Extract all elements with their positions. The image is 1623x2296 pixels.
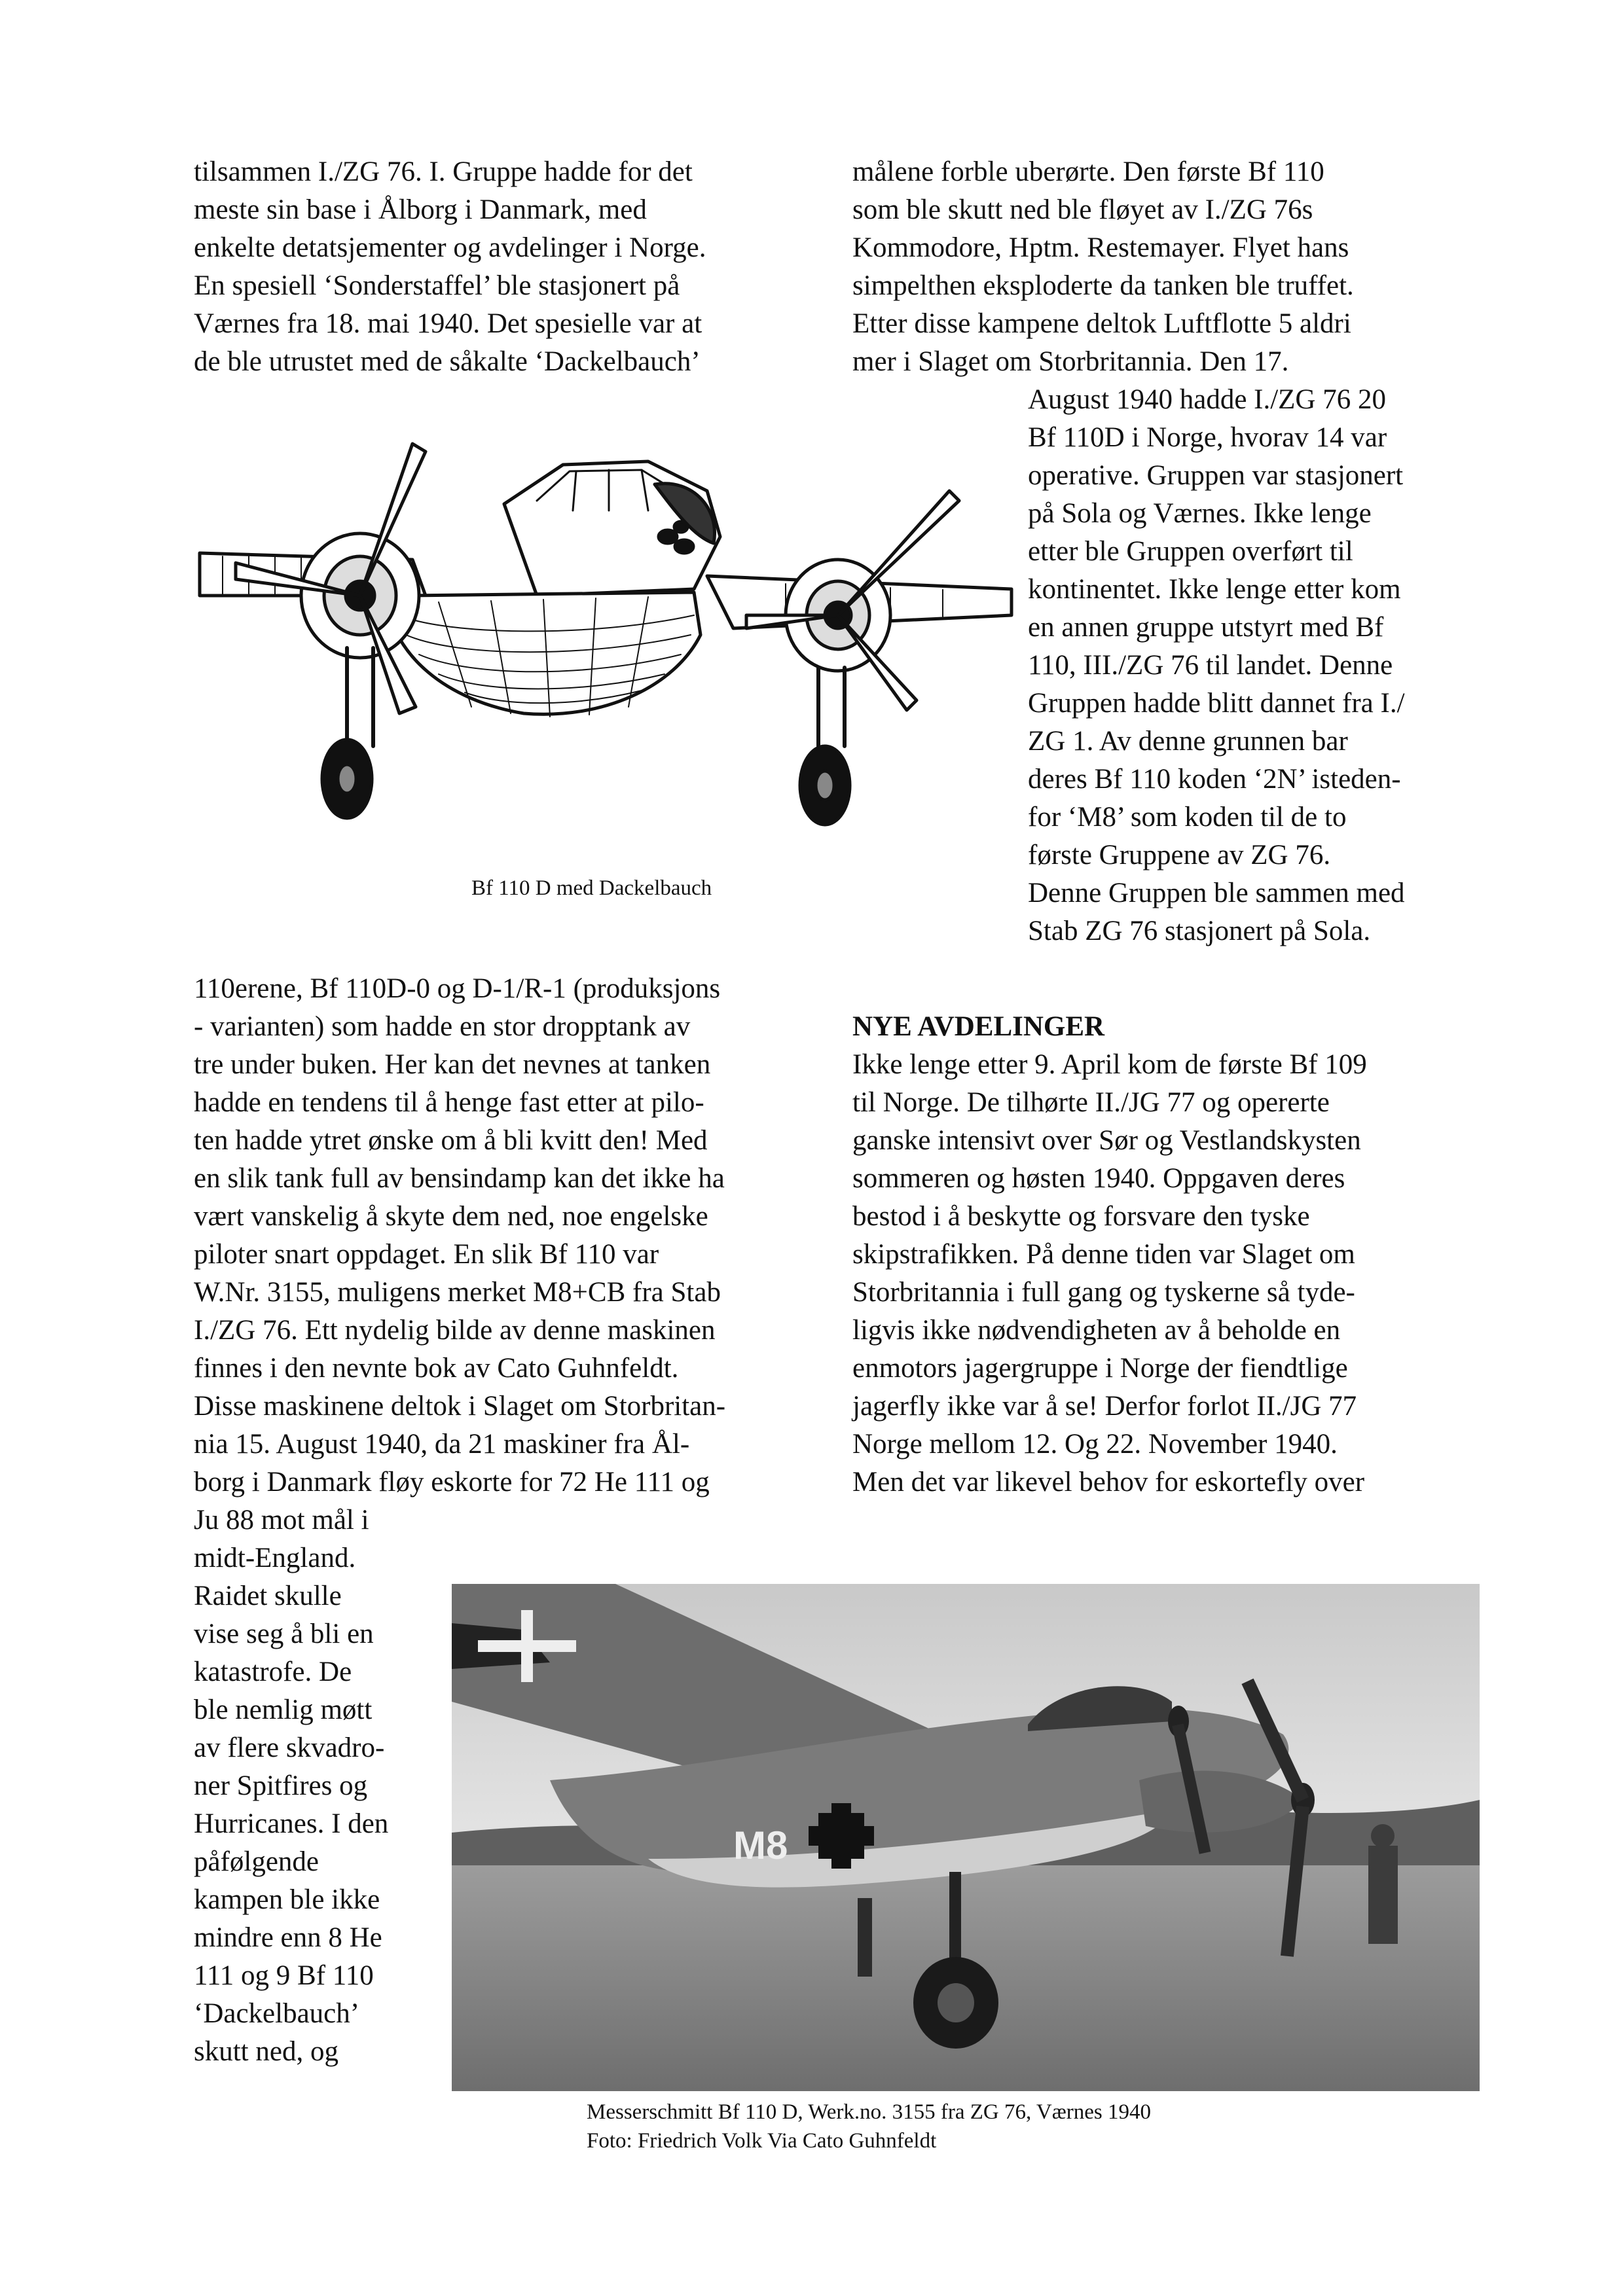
text-line: Hurricanes. I den (194, 1808, 389, 1839)
text-line: skipstrafikken. På denne tiden var Slaget om (852, 1239, 1355, 1270)
text-line: midt-England. (194, 1543, 356, 1573)
text-line: en slik tank full av bensindamp kan det ikke ha (194, 1163, 725, 1194)
text-line: Stab ZG 76 stasjonert på Sola. (1028, 916, 1371, 946)
drawing-caption: Bf 110 D med Dackelbauch (471, 876, 712, 900)
text-line: ble nemlig møtt (194, 1695, 373, 1725)
text-line: hadde en tendens til å henge fast etter at pilo- (194, 1087, 704, 1118)
text-line: bestod i å beskytte og forsvare den tyske (852, 1201, 1310, 1232)
text-line: simpelthen eksploderte da tanken ble truffet. (852, 270, 1354, 301)
text-line: meste sin base i Ålborg i Danmark, med (194, 194, 647, 225)
text-line: ten hadde ytret ønske om å bli kvitt den! Med (194, 1125, 708, 1156)
text-line: borg i Danmark fløy eskorte for 72 He 111 og (194, 1467, 710, 1498)
text-line: Ju 88 mot mål i (194, 1505, 369, 1535)
text-line: vært vanskelig å skyte dem ned, noe engelske (194, 1201, 708, 1232)
text-line: mindre enn 8 He (194, 1922, 382, 1953)
text-line: første Gruppene av ZG 76. (1028, 840, 1331, 870)
text-line: enmotors jagergruppe i Norge der fiendtlige (852, 1353, 1348, 1384)
text-line: tilsammen I./ZG 76. I. Gruppe hadde for det (194, 156, 693, 187)
text-line: W.Nr. 3155, muligens merket M8+CB fra Stab (194, 1277, 721, 1308)
photo-caption: Messerschmitt Bf 110 D, Werk.no. 3155 fra ZG 76, Værnes 1940 (587, 2100, 1151, 2124)
text-line: ner Spitfires og (194, 1770, 368, 1801)
text-line: 110, III./ZG 76 til landet. Denne (1028, 650, 1393, 681)
aircraft-drawing-icon (196, 439, 1015, 864)
text-line: målene forble uberørte. Den første Bf 110 (852, 156, 1324, 187)
text-line: Værnes fra 18. mai 1940. Det spesielle var at (194, 308, 702, 339)
text-line: sommeren og høsten 1940. Oppgaven deres (852, 1163, 1345, 1194)
text-line: piloter snart oppdaget. En slik Bf 110 var (194, 1239, 659, 1270)
text-line: 110erene, Bf 110D-0 og D-1/R-1 (produksjons (194, 973, 721, 1004)
text-line: ZG 1. Av denne grunnen bar (1028, 726, 1348, 757)
text-line: Disse maskinene deltok i Slaget om Storbritan- (194, 1391, 726, 1422)
aircraft-drawing (196, 439, 1015, 864)
text-line: kontinentet. Ikke lenge etter kom (1028, 574, 1401, 605)
text-line: ligvis ikke nødvendigheten av å beholde en (852, 1315, 1341, 1346)
text-line: etter ble Gruppen overført til (1028, 536, 1353, 567)
text-line: ganske intensivt over Sør og Vestlandskysten (852, 1125, 1361, 1156)
text-line: Raidet skulle (194, 1581, 342, 1611)
text-line: August 1940 hadde I./ZG 76 20 (1028, 384, 1386, 415)
text-line: til Norge. De tilhørte II./JG 77 og opererte (852, 1087, 1330, 1118)
text-line: finnes i den nevnte bok av Cato Guhnfeldt. (194, 1353, 679, 1384)
aircraft-photo (452, 1584, 1480, 2091)
photo-credit: Foto: Friedrich Volk Via Cato Guhnfeldt (587, 2129, 937, 2153)
aircraft-photo-icon (452, 1584, 1480, 2091)
text-line: - varianten) som hadde en stor dropptank av (194, 1011, 691, 1042)
text-line: nia 15. August 1940, da 21 maskiner fra Ål- (194, 1429, 690, 1460)
text-line: Bf 110D i Norge, hvorav 14 var (1028, 422, 1387, 453)
text-line: Gruppen hadde blitt dannet fra I./ (1028, 688, 1405, 719)
text-line: deres Bf 110 koden ‘2N’ isteden- (1028, 764, 1401, 795)
text-line: på Sola og Værnes. Ikke lenge (1028, 498, 1372, 529)
text-line: skutt ned, og (194, 2036, 338, 2067)
text-line: de ble utrustet med de såkalte ‘Dackelbauch’ (194, 346, 701, 377)
code-marking: M8 (733, 1823, 788, 1867)
text-line: katastrofe. De (194, 1657, 352, 1687)
text-line: Norge mellom 12. Og 22. November 1940. (852, 1429, 1338, 1460)
text-line: Ikke lenge etter 9. April kom de første Bf 109 (852, 1049, 1367, 1080)
text-line: I./ZG 76. Ett nydelig bilde av denne maskinen (194, 1315, 716, 1346)
text-line: Storbritannia i full gang og tyskerne så tyde- (852, 1277, 1355, 1308)
text-line: mer i Slaget om Storbritannia. Den 17. (852, 346, 1289, 377)
text-line: vise seg å bli en (194, 1619, 374, 1649)
text-line: En spesiell ‘Sonderstaffel’ ble stasjonert på (194, 270, 680, 301)
text-line: operative. Gruppen var stasjonert (1028, 460, 1404, 491)
text-line: jagerfly ikke var å se! Derfor forlot II./JG 77 (852, 1391, 1357, 1422)
text-line: tre under buken. Her kan det nevnes at tanken (194, 1049, 711, 1080)
text-line: påfølgende (194, 1846, 319, 1877)
text-line: Etter disse kampene deltok Luftflotte 5 aldri (852, 308, 1351, 339)
text-line: av flere skvadro- (194, 1732, 385, 1763)
text-line: enkelte detatsjementer og avdelinger i Norge. (194, 232, 706, 263)
text-line: ‘Dackelbauch’ (194, 1998, 360, 2029)
text-line: Denne Gruppen ble sammen med (1028, 878, 1405, 908)
text-line: 111 og 9 Bf 110 (194, 1960, 374, 1991)
section-heading: NYE AVDELINGER (852, 1011, 1105, 1042)
text-line: en annen gruppe utstyrt med Bf (1028, 612, 1384, 643)
text-line: kampen ble ikke (194, 1884, 380, 1915)
text-line: for ‘M8’ som koden til de to (1028, 802, 1347, 833)
text-line: som ble skutt ned ble fløyet av I./ZG 76s (852, 194, 1313, 225)
text-line: Kommodore, Hptm. Restemayer. Flyet hans (852, 232, 1349, 263)
text-line: Men det var likevel behov for eskortefly over (852, 1467, 1365, 1498)
